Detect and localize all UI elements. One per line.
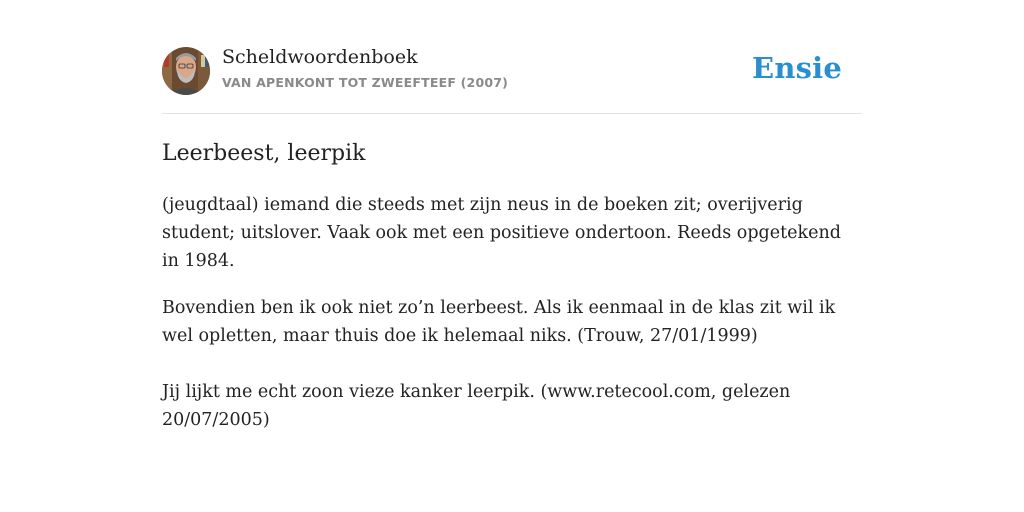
author-avatar[interactable] — [162, 47, 210, 95]
ensie-logo[interactable]: Ensie — [752, 51, 842, 85]
entry-definition: (jeugdtaal) iemand die steeds met zijn neus in de boeken zit; overijverig student; uitslover. Vaak ook met een positieve ondertoon. Reeds opgetekend in 1984. — [162, 195, 841, 271]
author-portrait-icon — [162, 47, 210, 95]
book-subtitle: VAN APENKONT TOT ZWEEFTEEF (2007) — [222, 75, 509, 90]
example-quote: Bovendien ben ik ook niet zo’n leerbeest. Als ik eenmaal in de klas zit wil ik wel opletten, maar thuis doe ik helemaal niks. (Trouw, 27/01/1999) — [162, 298, 836, 346]
entry-card — [162, 44, 862, 434]
entry-term: Leerbeest, leerpik — [162, 141, 366, 166]
card-header — [162, 44, 862, 114]
example-quote: Jij lijkt me echt zoon vieze kanker leerpik. (www.retecool.com, gelezen 20/07/2005) — [162, 382, 791, 430]
book-title-link[interactable]: Scheldwoordenboek — [222, 46, 418, 68]
